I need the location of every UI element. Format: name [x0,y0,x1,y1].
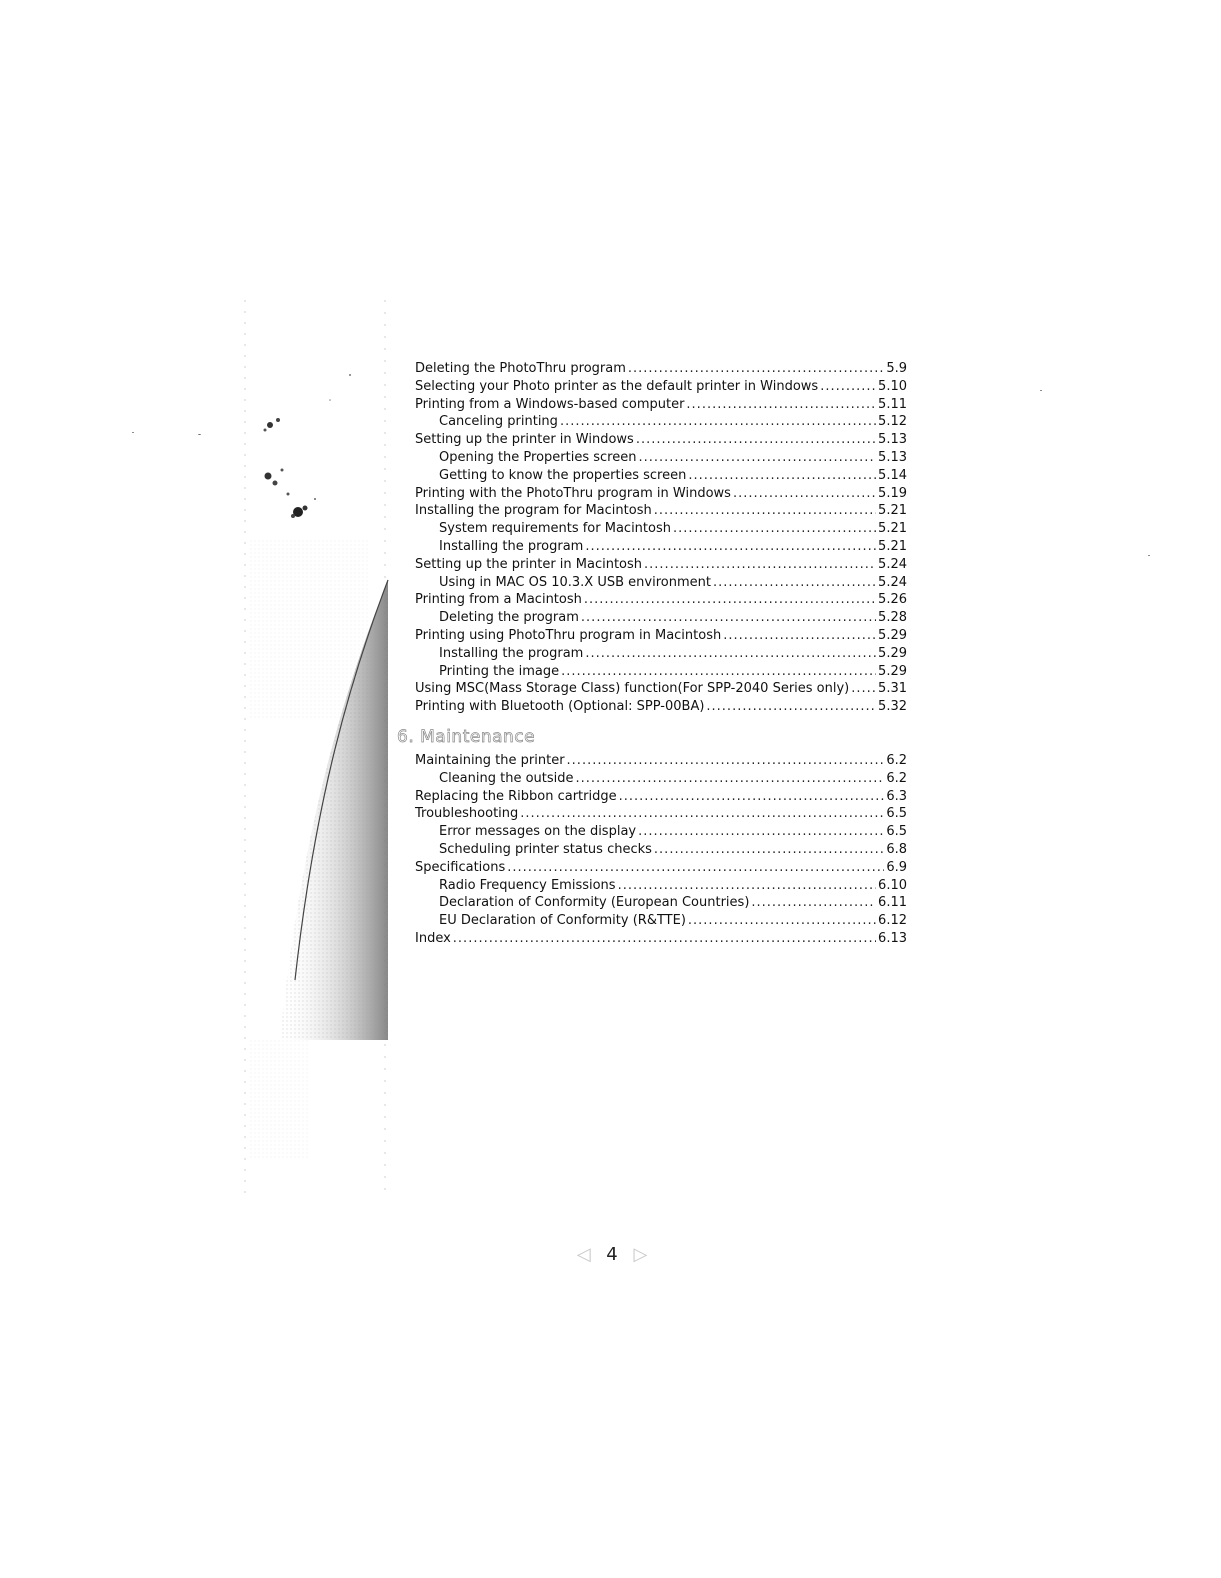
toc-page-number: 5.31 [878,681,907,697]
dot-leader [585,645,876,663]
toc-entry[interactable] [415,627,907,645]
dot-leader [688,467,876,485]
dot-leader [584,591,876,609]
toc-page-number: 6.12 [878,913,907,929]
toc-entry-label: System requirements for Macintosh [439,521,671,537]
toc-page-number: 5.9 [886,361,907,376]
toc-page-number: 5.28 [878,610,907,626]
toc-entry-label: Setting up the printer in Macintosh [415,556,643,572]
toc-entry-label: Index [415,930,451,946]
toc-entry-label: Printing from a Macintosh [415,592,582,608]
toc-page-number: 6.10 [878,877,907,893]
toc-entry-label: Selecting your Photo printer as the default printer in Windows [415,378,819,394]
dot-leader [636,431,876,449]
dot-leader [453,930,876,948]
toc-subentry[interactable] [415,609,907,627]
toc-entry-label: Printing from a Windows-based computer [415,396,685,412]
toc-entry[interactable] [415,805,907,823]
dot-leader [619,788,885,806]
toc-entry-label: Canceling printing [439,414,558,430]
toc-page-number: 5.29 [878,645,907,661]
toc-page-number: 6.9 [886,859,907,875]
page-number: 4 [606,1244,618,1265]
scan-speck [1148,555,1150,556]
scan-speck [132,432,134,433]
dot-leader [618,877,876,895]
toc-subentry[interactable] [415,770,907,788]
toc-subentry[interactable] [415,823,907,841]
toc-entry[interactable] [415,431,907,449]
dot-leader [688,912,876,930]
toc-entry[interactable] [415,485,907,503]
toc-subentry[interactable] [415,467,907,485]
toc-entry-label: Scheduling printer status checks [439,841,652,857]
toc-entry-label: Maintaining the printer [415,752,565,768]
toc-subentry[interactable] [415,663,907,681]
toc-page-number: 6.3 [886,788,907,804]
dot-leader [560,413,876,431]
toc-page-number: 5.11 [878,396,907,412]
toc-page-number: 6.5 [886,824,907,840]
dot-leader [638,823,884,841]
toc-entry[interactable] [415,502,907,520]
toc-entry-label: Installing the program for Macintosh [415,503,652,519]
toc-page-number: 5.26 [878,592,907,608]
toc-entry[interactable] [415,680,907,698]
dot-leader [820,378,876,396]
decorative-side-graphic [230,280,400,1220]
toc-page-number: 5.13 [878,449,907,465]
toc-subentry[interactable] [415,912,907,930]
dot-leader [673,520,876,538]
toc-entry-label: Radio Frequency Emissions [439,877,616,893]
toc-entry-label: Replacing the Ribbon cartridge [415,788,617,804]
dot-leader [628,360,884,378]
scan-speck [1040,390,1042,391]
dot-leader [654,841,884,859]
toc-entry[interactable] [415,788,907,806]
toc-page-number: 5.32 [878,699,907,715]
toc-page-number: 5.29 [878,663,907,679]
toc-page-number: 5.24 [878,556,907,572]
toc-subentry[interactable] [415,449,907,467]
toc-entry-label: Declaration of Conformity (European Countries) [439,895,750,911]
toc-page-number: 6.2 [886,752,907,768]
dot-leader [585,538,876,556]
toc-subentry[interactable] [415,574,907,592]
page-number-footer [567,1244,657,1265]
toc-page-number: 5.14 [878,467,907,483]
dot-leader [638,449,876,467]
dot-leader [576,770,885,788]
dot-leader [561,663,876,681]
toc-page-number: 5.10 [878,378,907,394]
toc-page-number: 5.21 [878,538,907,554]
table-of-contents [397,360,907,948]
toc-page-number: 5.29 [878,627,907,643]
toc-page-number: 6.13 [878,930,907,946]
toc-page-number: 6.5 [886,806,907,822]
toc-entry-label: Printing using PhotoThru program in Macintosh [415,627,722,643]
toc-entry-label: Getting to know the properties screen [439,467,687,483]
dot-leader [713,574,876,592]
toc-entry-label: Error messages on the display [439,824,637,840]
toc-page-number: 6.2 [886,770,907,786]
toc-subentry[interactable] [415,877,907,895]
dot-leader [520,805,884,823]
toc-subentry[interactable] [415,645,907,663]
toc-entry[interactable] [415,360,907,378]
dot-leader [507,859,884,877]
toc-entry-label: Specifications [415,859,506,875]
dot-leader [567,752,885,770]
toc-entry-label: Installing the program [439,538,584,554]
toc-entry[interactable] [415,698,907,716]
toc-subentry[interactable] [415,413,907,431]
toc-entry-label: Printing with Bluetooth (Optional: SPP-00BA) [415,699,705,715]
dot-leader [733,485,876,503]
dot-leader [706,698,876,716]
dot-leader [851,680,876,698]
toc-entry-label: Deleting the program [439,610,579,626]
scan-speck [198,434,201,435]
toc-entry[interactable] [415,859,907,877]
dot-leader [581,609,876,627]
left-arrow-icon: ◁ [576,1244,591,1265]
toc-page-number: 5.13 [878,432,907,448]
toc-page-number: 5.21 [878,503,907,519]
toc-entry-label: Deleting the PhotoThru program [415,361,626,376]
toc-entry-label: Using MSC(Mass Storage Class) function(For SPP-2040 Series only) [415,681,850,697]
toc-entry-label: Printing the image [439,663,560,679]
toc-entry-label: EU Declaration of Conformity (R&TTE) [439,913,686,929]
section-heading-maintenance[interactable]: 6. Maintenance [397,726,536,747]
toc-entry[interactable] [415,930,907,948]
toc-entry-label: Opening the Properties screen [439,449,637,465]
toc-page-number: 6.8 [886,841,907,857]
toc-page-number: 6.11 [878,895,907,911]
toc-entry[interactable] [415,591,907,609]
dot-leader [751,894,876,912]
toc-entry[interactable] [415,752,907,770]
dot-leader [644,556,876,574]
dot-leader [654,502,876,520]
toc-subentry[interactable] [415,841,907,859]
toc-entry-label: Troubleshooting [415,806,519,822]
toc-page-number: 5.24 [878,574,907,590]
toc-subentry[interactable] [415,894,907,912]
toc-entry-label: Cleaning the outside [439,770,574,786]
toc-entry-label: Installing the program [439,645,584,661]
toc-subentry[interactable] [415,520,907,538]
toc-entry-label: Printing with the PhotoThru program in Windows [415,485,731,501]
right-arrow-icon: ▷ [633,1244,648,1265]
toc-page-number: 5.21 [878,521,907,537]
toc-page-number: 5.12 [878,414,907,430]
toc-entry[interactable] [415,556,907,574]
dot-leader [686,396,876,414]
toc-entry[interactable] [415,396,907,414]
dot-leader [723,627,876,645]
toc-page-number: 5.19 [878,485,907,501]
toc-entry-label: Using in MAC OS 10.3.X USB environment [439,574,711,590]
toc-entry-label: Setting up the printer in Windows [415,432,634,448]
toc-subentry[interactable] [415,538,907,556]
toc-entry[interactable] [415,378,907,396]
